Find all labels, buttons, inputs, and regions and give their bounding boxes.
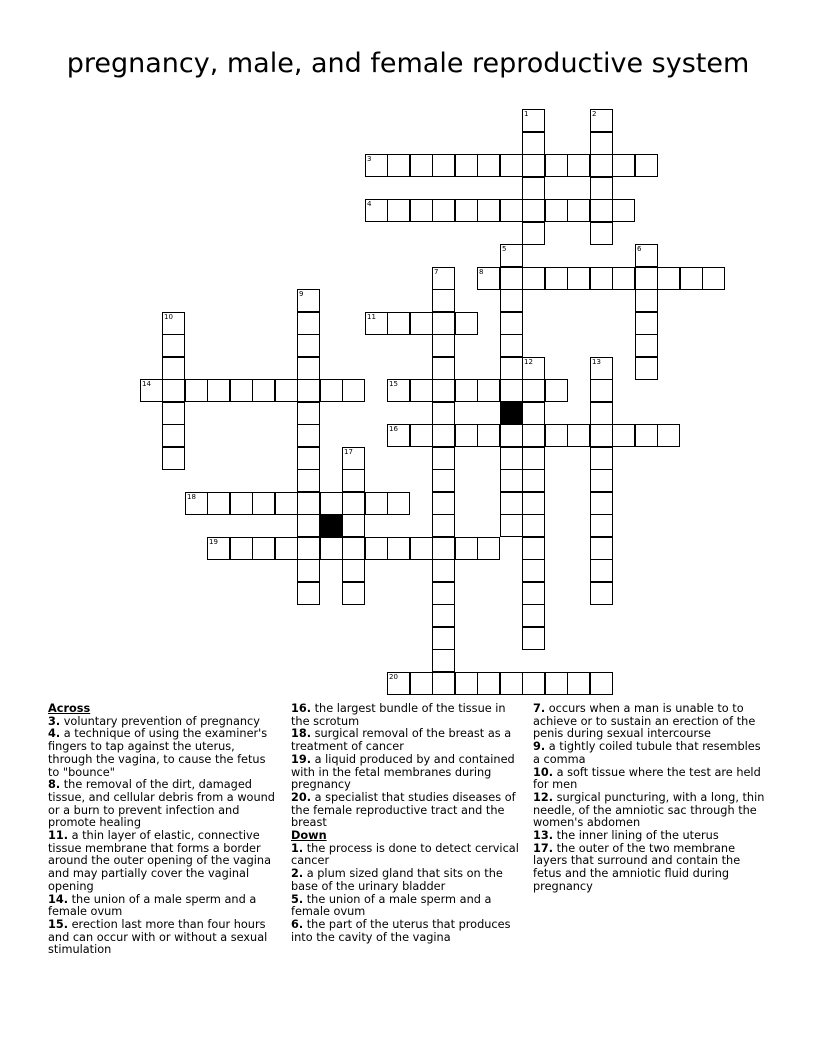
grid-cell[interactable]	[207, 537, 230, 560]
grid-cell[interactable]	[545, 267, 568, 290]
grid-cell[interactable]	[455, 199, 478, 222]
clue-across-19: 19. a liquid produced by and contained with in the fetal membranes during pregnancy	[291, 752, 515, 792]
clue-across-3: 3. voluntary prevention of pregnancy	[48, 714, 260, 728]
grid-cell[interactable]	[410, 154, 433, 177]
grid-cell[interactable]	[612, 267, 635, 290]
grid-cell[interactable]	[297, 514, 320, 537]
cell-number: 2	[592, 110, 597, 118]
grid-cell[interactable]	[410, 537, 433, 560]
clue-across-15: 15. erection last more than four hours and can occur with or without a sexual stimulation	[48, 917, 268, 957]
grid-cell[interactable]	[500, 199, 523, 222]
grid-cell[interactable]	[522, 267, 545, 290]
grid-cell[interactable]	[522, 109, 545, 132]
grid-cell[interactable]	[455, 312, 478, 335]
grid-cell[interactable]	[702, 267, 725, 290]
grid-cell[interactable]	[590, 559, 613, 582]
clue-column-2	[291, 703, 521, 944]
clue-across-4: 4. a technique of using the examiner's fingers to tap against the uterus, through the vagina, to cause the fetus to "bounce"	[48, 727, 268, 779]
grid-cell[interactable]	[455, 154, 478, 177]
grid-cell[interactable]	[342, 559, 365, 582]
grid-cell[interactable]	[342, 582, 365, 605]
grid-cell[interactable]	[477, 672, 500, 695]
grid-cell[interactable]	[387, 199, 410, 222]
grid-cell[interactable]	[477, 379, 500, 402]
grid-cell[interactable]	[320, 537, 343, 560]
grid-cell[interactable]	[432, 492, 455, 515]
grid-cell[interactable]	[387, 672, 410, 695]
grid-cell[interactable]	[432, 627, 455, 650]
grid-cell[interactable]	[432, 154, 455, 177]
grid-cell[interactable]	[252, 492, 275, 515]
cell-number: 5	[502, 245, 507, 253]
grid-cell[interactable]	[590, 402, 613, 425]
clue-column-3	[533, 703, 771, 894]
grid-cell[interactable]	[297, 582, 320, 605]
grid-cell[interactable]	[432, 559, 455, 582]
grid-cell[interactable]	[387, 312, 410, 335]
grid-cell[interactable]	[522, 604, 545, 627]
grid-cell[interactable]	[545, 154, 568, 177]
grid-cell[interactable]	[635, 424, 658, 447]
grid-cell[interactable]	[567, 424, 590, 447]
grid-cell[interactable]	[635, 334, 658, 357]
grid-cell[interactable]	[455, 537, 478, 560]
grid-cell[interactable]	[567, 154, 590, 177]
grid-cell[interactable]	[342, 447, 365, 470]
grid-cell[interactable]	[297, 312, 320, 335]
grid-cell[interactable]	[432, 582, 455, 605]
grid-cell[interactable]	[500, 424, 523, 447]
grid-cell[interactable]	[477, 199, 500, 222]
grid-cell[interactable]	[387, 154, 410, 177]
grid-cell[interactable]	[477, 154, 500, 177]
grid-cell[interactable]	[365, 154, 388, 177]
grid-cell[interactable]	[657, 424, 680, 447]
grid-cell[interactable]	[387, 424, 410, 447]
grid-cell[interactable]	[432, 514, 455, 537]
grid-cell[interactable]	[522, 447, 545, 470]
cell-number: 11	[367, 313, 376, 321]
cell-number: 20	[389, 673, 398, 681]
grid-cell[interactable]	[590, 469, 613, 492]
grid-cell[interactable]	[410, 672, 433, 695]
grid-cell[interactable]	[522, 177, 545, 200]
grid-cell[interactable]	[590, 177, 613, 200]
clue-down-13: 13. the inner lining of the uterus	[533, 829, 719, 843]
grid-cell[interactable]	[590, 492, 613, 515]
grid-cell[interactable]	[500, 514, 523, 537]
grid-cell[interactable]	[590, 537, 613, 560]
grid-cell[interactable]	[500, 379, 523, 402]
clue-down-1: 1. the process is done to detect cervical cancer	[291, 841, 519, 868]
grid-cell[interactable]	[162, 379, 185, 402]
grid-cell[interactable]	[432, 604, 455, 627]
grid-cell[interactable]	[657, 267, 680, 290]
grid-cell[interactable]	[522, 672, 545, 695]
clue-down-2: 2. a plum sized gland that sits on the base of the urinary bladder	[291, 867, 503, 893]
grid-cell[interactable]	[410, 424, 433, 447]
grid-cell[interactable]	[635, 357, 658, 380]
grid-cell[interactable]	[635, 244, 658, 267]
clue-down-12: 12. surgical puncturing, with a long, thin needle, of the amniotic sac through the women's abdomen	[533, 790, 765, 830]
grid-cell[interactable]	[477, 267, 500, 290]
grid-cell[interactable]	[590, 447, 613, 470]
grid-cell[interactable]	[522, 537, 545, 560]
grid-cell[interactable]	[365, 537, 388, 560]
grid-cell[interactable]	[365, 312, 388, 335]
grid-cell[interactable]	[522, 154, 545, 177]
clue-column-1	[48, 703, 280, 957]
grid-cell[interactable]	[342, 514, 365, 537]
grid-cell[interactable]	[432, 424, 455, 447]
grid-cell[interactable]	[410, 199, 433, 222]
grid-cell[interactable]	[230, 379, 253, 402]
grid-cell[interactable]	[342, 379, 365, 402]
grid-cell[interactable]	[432, 312, 455, 335]
black-cell	[500, 402, 523, 425]
cell-number: 16	[389, 425, 398, 433]
grid-cell[interactable]	[590, 379, 613, 402]
grid-cell[interactable]	[140, 379, 163, 402]
grid-cell[interactable]	[522, 492, 545, 515]
cell-number: 15	[389, 380, 398, 388]
grid-cell[interactable]	[342, 537, 365, 560]
grid-cell[interactable]	[455, 424, 478, 447]
grid-cell[interactable]	[635, 267, 658, 290]
grid-cell[interactable]	[185, 379, 208, 402]
grid-cell[interactable]	[522, 357, 545, 380]
grid-cell[interactable]	[432, 289, 455, 312]
grid-cell[interactable]	[455, 379, 478, 402]
grid-cell[interactable]	[162, 402, 185, 425]
grid-cell[interactable]	[185, 492, 208, 515]
grid-cell[interactable]	[207, 379, 230, 402]
grid-cell[interactable]	[612, 424, 635, 447]
grid-cell[interactable]	[680, 267, 703, 290]
grid-cell[interactable]	[387, 537, 410, 560]
grid-cell[interactable]	[320, 379, 343, 402]
grid-cell[interactable]	[635, 312, 658, 335]
grid-cell[interactable]	[275, 492, 298, 515]
grid-cell[interactable]	[500, 469, 523, 492]
grid-cell[interactable]	[522, 582, 545, 605]
grid-cell[interactable]	[162, 357, 185, 380]
clue-across-14: 14. the union of a male sperm and a female ovum	[48, 892, 257, 919]
grid-cell[interactable]	[432, 649, 455, 672]
clue-across-8: 8. the removal of the dirt, damaged tissue, and cellular debris from a wound or a burn to prevent infection and promote healing	[48, 778, 275, 830]
across-heading: Across	[48, 702, 91, 715]
grid-cell[interactable]	[297, 289, 320, 312]
puzzle-title: pregnancy, male, and female reproductive system	[66, 48, 750, 79]
grid-cell[interactable]	[432, 379, 455, 402]
grid-cell[interactable]	[500, 312, 523, 335]
clue-down-17: 17. the outer of the two membrane layers that surround and contain the fetus and the amniotic fluid during pregnancy	[533, 841, 741, 893]
grid-cell[interactable]	[477, 537, 500, 560]
grid-cell[interactable]	[545, 199, 568, 222]
grid-cell[interactable]	[567, 267, 590, 290]
cell-number: 4	[367, 200, 372, 208]
clue-down-7: 7. occurs when a man is unable to to achieve or to sustain an erection of the penis during sexual intercourse	[533, 702, 756, 741]
grid-cell[interactable]	[522, 222, 545, 245]
grid-cell[interactable]	[500, 267, 523, 290]
grid-cell[interactable]	[297, 357, 320, 380]
grid-cell[interactable]	[297, 559, 320, 582]
grid-cell[interactable]	[590, 222, 613, 245]
grid-cell[interactable]	[162, 334, 185, 357]
grid-cell[interactable]	[545, 379, 568, 402]
grid-cell[interactable]	[297, 537, 320, 560]
cell-number: 9	[299, 290, 304, 298]
grid-cell[interactable]	[162, 312, 185, 335]
grid-cell[interactable]	[297, 424, 320, 447]
grid-cell[interactable]	[432, 199, 455, 222]
cell-number: 10	[164, 313, 173, 321]
grid-cell[interactable]	[500, 447, 523, 470]
cell-number: 8	[479, 268, 484, 276]
grid-cell[interactable]	[545, 672, 568, 695]
black-cell	[320, 514, 343, 537]
grid-cell[interactable]	[500, 334, 523, 357]
grid-cell[interactable]	[297, 379, 320, 402]
cell-number: 6	[637, 245, 642, 253]
grid-cell[interactable]	[432, 334, 455, 357]
grid-cell[interactable]	[590, 154, 613, 177]
grid-cell[interactable]	[252, 537, 275, 560]
down-heading: Down	[291, 829, 327, 843]
grid-cell[interactable]	[500, 672, 523, 695]
grid-cell[interactable]	[387, 379, 410, 402]
grid-cell[interactable]	[522, 379, 545, 402]
cell-number: 17	[344, 448, 353, 456]
grid-cell[interactable]	[365, 199, 388, 222]
grid-cell[interactable]	[387, 492, 410, 515]
cell-number: 1	[524, 110, 529, 118]
cell-number: 12	[524, 358, 533, 366]
grid-cell[interactable]	[590, 582, 613, 605]
clue-across-11: 11. a thin layer of elastic, connective tissue membrane that forms a border around the outer opening of the vagina and may partially cover the vaginal opening	[48, 829, 271, 893]
grid-cell[interactable]	[522, 402, 545, 425]
grid-cell[interactable]	[297, 492, 320, 515]
grid-cell[interactable]	[522, 514, 545, 537]
grid-cell[interactable]	[230, 492, 253, 515]
grid-cell[interactable]	[500, 244, 523, 267]
cell-number: 14	[142, 380, 151, 388]
grid-cell[interactable]	[612, 154, 635, 177]
grid-cell[interactable]	[207, 492, 230, 515]
grid-cell[interactable]	[162, 424, 185, 447]
grid-cell[interactable]	[522, 559, 545, 582]
clue-down-6: 6. the part of the uterus that produces into the cavity of the vagina	[291, 917, 511, 944]
grid-cell[interactable]	[297, 447, 320, 470]
cell-number: 18	[187, 493, 196, 501]
grid-cell[interactable]	[590, 424, 613, 447]
grid-cell[interactable]	[590, 357, 613, 380]
grid-cell[interactable]	[432, 537, 455, 560]
clue-down-9: 9. a tightly coiled tubule that resembles a comma	[533, 740, 761, 766]
clue-across-18: 18. surgical removal of the breast as a treatment of cancer	[291, 727, 512, 754]
grid-cell[interactable]	[297, 469, 320, 492]
grid-cell[interactable]	[522, 132, 545, 155]
grid-cell[interactable]	[522, 469, 545, 492]
grid-cell[interactable]	[162, 447, 185, 470]
grid-cell[interactable]	[477, 424, 500, 447]
cell-number: 7	[434, 268, 439, 276]
grid-cell[interactable]	[500, 357, 523, 380]
clue-across-16: 16. the largest bundle of the tissue in the scrotum	[291, 702, 506, 728]
grid-cell[interactable]	[320, 492, 343, 515]
grid-cell[interactable]	[432, 402, 455, 425]
grid-cell[interactable]	[590, 199, 613, 222]
grid-cell[interactable]	[342, 492, 365, 515]
grid-cell[interactable]	[275, 537, 298, 560]
grid-cell[interactable]	[590, 514, 613, 537]
cell-number: 19	[209, 538, 218, 546]
cell-number: 13	[592, 358, 601, 366]
grid-cell[interactable]	[297, 402, 320, 425]
grid-cell[interactable]	[410, 312, 433, 335]
clue-down-5: 5. the union of a male sperm and a female ovum	[291, 892, 492, 919]
grid-cell[interactable]	[635, 289, 658, 312]
grid-cell[interactable]	[432, 469, 455, 492]
grid-cell[interactable]	[567, 199, 590, 222]
grid-cell[interactable]	[410, 379, 433, 402]
grid-cell[interactable]	[522, 627, 545, 650]
grid-cell[interactable]	[365, 492, 388, 515]
grid-cell[interactable]	[522, 199, 545, 222]
grid-cell[interactable]	[590, 132, 613, 155]
grid-cell[interactable]	[432, 447, 455, 470]
grid-cell[interactable]	[500, 154, 523, 177]
grid-cell[interactable]	[500, 289, 523, 312]
grid-cell[interactable]	[500, 492, 523, 515]
grid-cell[interactable]	[567, 672, 590, 695]
clue-down-10: 10. a soft tissue where the test are held for men	[533, 765, 761, 792]
grid-cell[interactable]	[522, 424, 545, 447]
grid-cell[interactable]	[252, 379, 275, 402]
grid-cell[interactable]	[545, 424, 568, 447]
grid-cell[interactable]	[432, 672, 455, 695]
grid-cell[interactable]	[342, 469, 365, 492]
clue-across-20: 20. a specialist that studies diseases of the female reproductive tract and the breast	[291, 790, 516, 830]
grid-cell[interactable]	[455, 672, 478, 695]
cell-number: 3	[367, 155, 372, 163]
grid-cell[interactable]	[635, 154, 658, 177]
grid-cell[interactable]	[612, 199, 635, 222]
grid-cell[interactable]	[590, 267, 613, 290]
grid-cell[interactable]	[432, 267, 455, 290]
grid-cell[interactable]	[590, 109, 613, 132]
grid-cell[interactable]	[590, 672, 613, 695]
grid-cell[interactable]	[275, 379, 298, 402]
grid-cell[interactable]	[297, 334, 320, 357]
grid-cell[interactable]	[432, 357, 455, 380]
grid-cell[interactable]	[230, 537, 253, 560]
